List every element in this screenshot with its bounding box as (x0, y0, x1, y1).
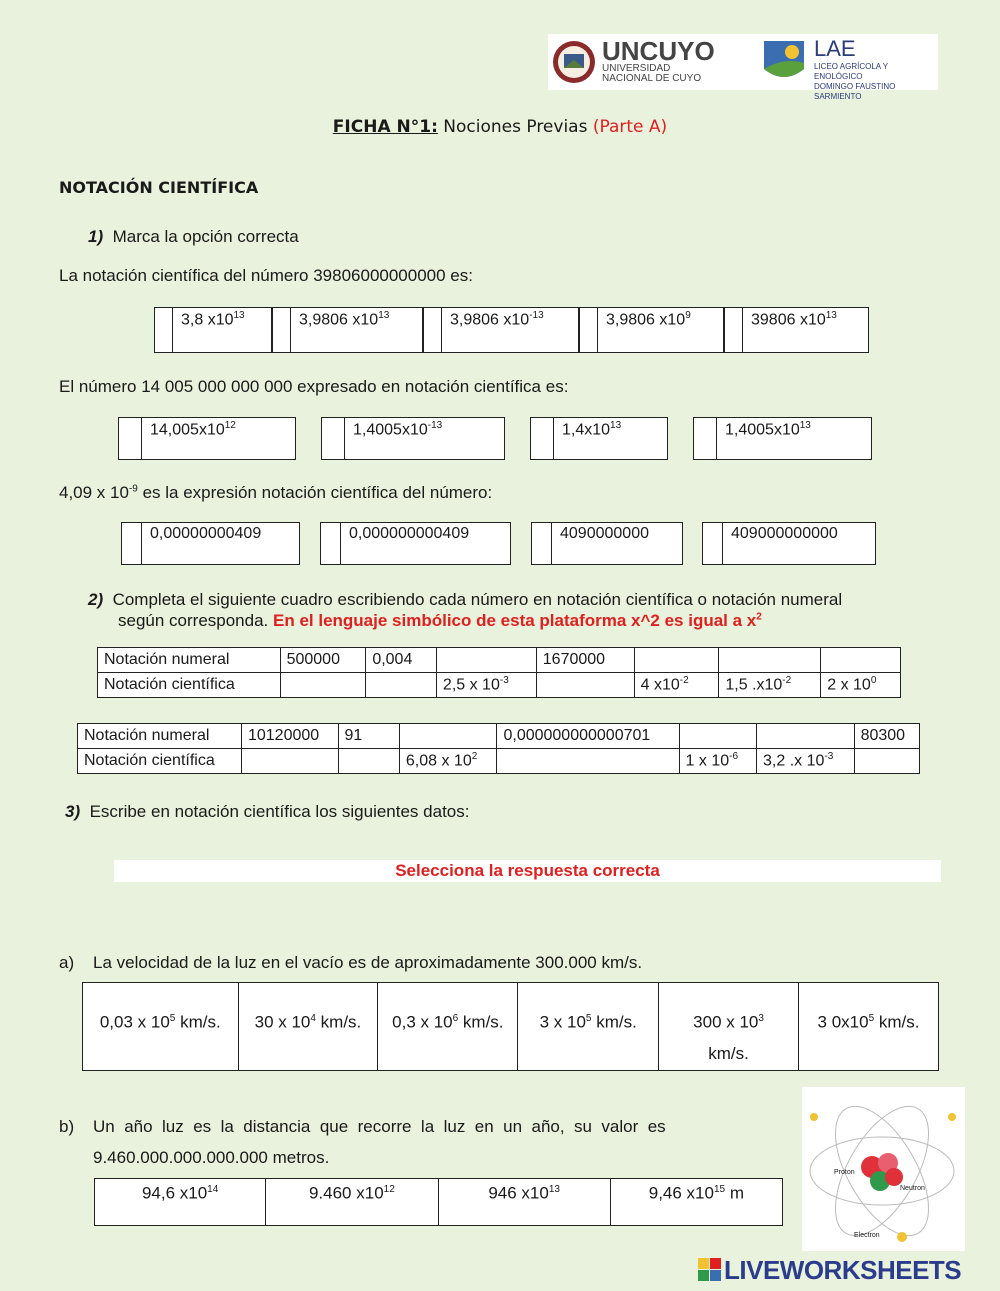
answer-input[interactable] (854, 749, 919, 774)
q3-a-options (82, 982, 939, 1071)
answer-input[interactable] (679, 724, 756, 749)
liveworksheets-icon (698, 1258, 722, 1282)
table-row (98, 673, 901, 698)
answer-input[interactable] (821, 648, 901, 673)
select-answer-dropdown[interactable]: Selecciona la respuesta correcta (114, 860, 941, 882)
q3-heading: 3) Escribe en notación científica los siguientes datos: (65, 802, 470, 821)
section-title: NOTACIÓN CIENTÍFICA (59, 178, 259, 197)
q1-p2-option[interactable] (118, 417, 296, 460)
row-label: Notación numeral (98, 648, 281, 673)
option-checkbox[interactable] (423, 307, 442, 353)
table-cell: 1670000 (536, 648, 634, 673)
answer-option[interactable]: 0,03 x $10^5$ km/s. (83, 983, 239, 1071)
table-cell: 6,08 x $10^2$ (399, 749, 497, 774)
option-checkbox[interactable] (724, 307, 743, 353)
q1-p1-text: La notación científica del número 39806000000000 es: (59, 266, 473, 285)
q1-p2-option[interactable] (693, 417, 872, 460)
option-value: 3,9806 $x10^{13}$ (291, 307, 423, 353)
row-label: Notación científica (78, 749, 242, 774)
q3-a-text: a) La velocidad de la luz en el vacío es de aproximadamente 300.000 km/s. (59, 953, 643, 972)
q2-instructions: según corresponda. En el lenguaje simbólico de esta plataforma x^2 es igual a $x^2$ (118, 611, 762, 630)
brand-text: LIVEWORKSHEETS (724, 1255, 962, 1285)
q1-p3-text: 4,09 x $10^{-9}$ es la expresión notación científica del número: (59, 483, 493, 502)
option-value: $14,005x10^{12}$ (142, 417, 296, 460)
table-row (78, 724, 920, 749)
answer-input[interactable] (241, 749, 338, 774)
option-checkbox[interactable] (579, 307, 598, 353)
table-cell: 91 (338, 724, 399, 749)
option-checkbox[interactable] (531, 522, 552, 565)
row-label: Notación numeral (78, 724, 242, 749)
uncuyo-sub: UNIVERSIDAD NACIONAL DE CUYO (602, 63, 702, 84)
table-cell: 500000 (280, 648, 366, 673)
option-value: 4090000000 (552, 522, 683, 565)
table-cell: 0,004 (366, 648, 437, 673)
q1-p3-option[interactable] (121, 522, 300, 565)
table-row (78, 749, 920, 774)
option-value: 409000000000 (723, 522, 876, 565)
answer-option[interactable]: 300 x $10^3$ km/s. (659, 983, 799, 1071)
answer-option[interactable]: 9.460 $x10^{12}$ (266, 1179, 438, 1226)
option-checkbox[interactable] (693, 417, 717, 460)
answer-input[interactable] (366, 673, 437, 698)
option-checkbox[interactable] (702, 522, 723, 565)
table-cell: 1,5 $.x10^{-2}$ (719, 673, 821, 698)
q3-b-options (94, 1178, 783, 1226)
lae-sub: LICEO AGRÍCOLA Y ENOLÓGICO DOMINGO FAUSTINO SARMIENTO (814, 62, 896, 101)
answer-option[interactable]: 9,46 $x10^{15}$ m (610, 1179, 782, 1226)
answer-option[interactable]: 3 $0x10^5$ km/s. (799, 983, 939, 1071)
table-cell: 2,5 x $10^{-3}$ (436, 673, 536, 698)
table-cell: 3,2 .x $10^{-3}$ (757, 749, 855, 774)
row-label: Notación científica (98, 673, 281, 698)
table-cell: 4 $x10^{-2}$ (634, 673, 719, 698)
header-logos (548, 34, 938, 101)
lae-name: LAE (814, 36, 856, 61)
answer-option[interactable]: 94,6 $x10^{14}$ (95, 1179, 266, 1226)
option-value: 3,9806 $x10^9$ (598, 307, 724, 353)
proton-label: Proton (834, 1169, 855, 1176)
q1-p2-text: El número 14 005 000 000 000 expresado en notación científica es: (59, 377, 569, 396)
option-value: 0,00000000409 (142, 522, 300, 565)
answer-option[interactable]: 946 $x10^{13}$ (438, 1179, 610, 1226)
option-checkbox[interactable] (118, 417, 142, 460)
option-value: 3,9806 $x10^{-13}$ (442, 307, 579, 353)
atom-icon (802, 1087, 965, 1251)
table-cell: 10120000 (241, 724, 338, 749)
option-checkbox[interactable] (272, 307, 291, 353)
option-value: $1,4005x10^{13}$ (717, 417, 872, 460)
q1-p1-option[interactable] (724, 307, 869, 353)
answer-option[interactable]: 0,3 x $10^6$ km/s. (378, 983, 518, 1071)
electron-label: Electron (854, 1232, 880, 1239)
option-checkbox[interactable] (320, 522, 341, 565)
table-cell: 1 x $10^{-6}$ (679, 749, 756, 774)
answer-option[interactable]: 30 x $10^4$ km/s. (238, 983, 378, 1071)
uncuyo-seal-icon (552, 38, 596, 86)
q1-heading: 1) Marca la opción correcta (88, 227, 299, 246)
q1-p1-option[interactable] (272, 307, 423, 353)
answer-input[interactable] (399, 724, 497, 749)
q1-p2-option[interactable] (530, 417, 668, 460)
neutron-label: Neutron (900, 1185, 925, 1192)
q2-table-1 (97, 647, 901, 698)
atom-illustration (802, 1087, 965, 1251)
page-title: FICHA N°1: Nociones Previas (Parte A) (332, 117, 668, 137)
q3-b-text: b) Un año luz es la distancia que recorre la luz en un año, su valor es (59, 1117, 666, 1136)
option-value: 0,000000000409 (341, 522, 511, 565)
answer-input[interactable] (536, 673, 634, 698)
q1-p3-option[interactable] (531, 522, 683, 565)
answer-input[interactable] (436, 648, 536, 673)
q1-p3-option[interactable] (702, 522, 876, 565)
option-checkbox[interactable] (121, 522, 142, 565)
option-checkbox[interactable] (530, 417, 554, 460)
answer-input[interactable] (719, 648, 821, 673)
answer-input[interactable] (280, 673, 366, 698)
q1-p1-option[interactable] (154, 307, 272, 353)
table-cell: 2 x $10^0$ (821, 673, 901, 698)
option-value: $1,4x10^{13}$ (554, 417, 668, 460)
q2-table-2 (77, 723, 920, 774)
q1-p3-option[interactable] (320, 522, 511, 565)
option-checkbox[interactable] (321, 417, 345, 460)
table-cell: 0,000000000000701 (497, 724, 679, 749)
option-checkbox[interactable] (154, 307, 173, 353)
q1-p2-option[interactable] (321, 417, 505, 460)
answer-input[interactable] (338, 749, 399, 774)
answer-option[interactable]: 3 x $10^5$ km/s. (518, 983, 659, 1071)
answer-input[interactable] (497, 749, 679, 774)
option-value: 3,8 $x10^{13}$ (173, 307, 272, 353)
answer-input[interactable] (757, 724, 855, 749)
option-value: $1,4005x10^{-13}$ (345, 417, 505, 460)
lae-shield-icon (762, 39, 806, 85)
table-row (83, 983, 939, 1071)
table-row (95, 1179, 783, 1226)
table-cell: 80300 (854, 724, 919, 749)
q1-p1-option[interactable] (579, 307, 724, 353)
q1-p1-option[interactable] (423, 307, 579, 353)
uncuyo-name: UNCUYO (602, 36, 715, 66)
q3-b-text-2: 9.460.000.000.000.000 metros. (93, 1148, 330, 1167)
option-value: 39806 $x10^{13}$ (743, 307, 869, 353)
table-row (98, 648, 901, 673)
answer-input[interactable] (634, 648, 719, 673)
q2-heading: 2) Completa el siguiente cuadro escribiendo cada número en notación científica o notación numeral (88, 590, 843, 609)
